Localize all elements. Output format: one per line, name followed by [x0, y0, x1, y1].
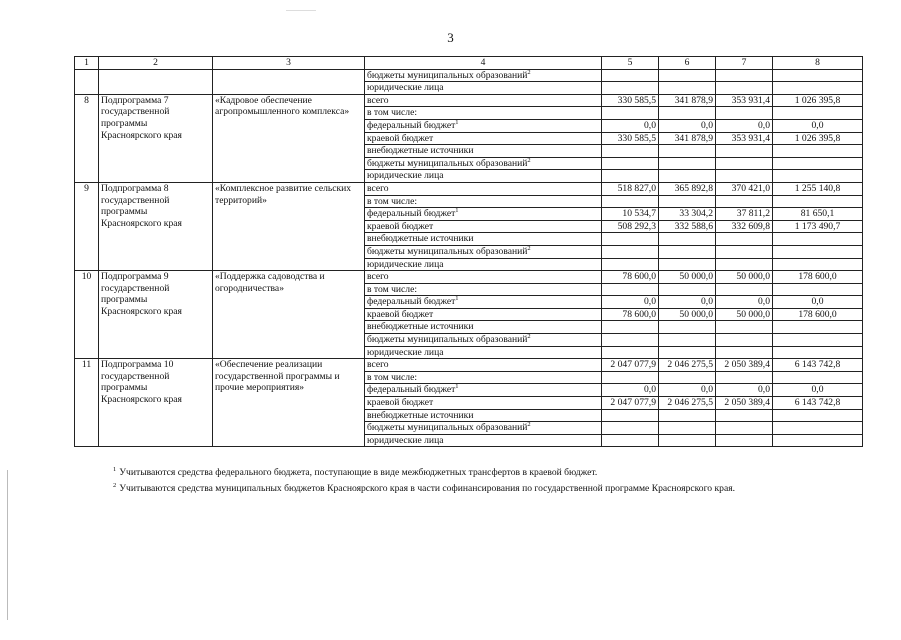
value-v6 [659, 283, 716, 296]
value-v6 [659, 170, 716, 183]
value-v6 [659, 107, 716, 120]
value-v6 [659, 334, 716, 347]
value-v6 [659, 233, 716, 246]
value-v7 [716, 69, 773, 82]
footnote-ref: 1 [455, 295, 459, 303]
row-label-text: краевой бюджет [367, 220, 434, 232]
page-number: 3 [447, 30, 454, 45]
value-total: 6 143 742,8 [773, 397, 863, 410]
table-body [75, 69, 863, 447]
value-total [773, 409, 863, 422]
value-total [773, 145, 863, 158]
lead-cell-title [213, 69, 365, 94]
value-v7 [716, 334, 773, 347]
value-v5 [602, 409, 659, 422]
footnote-ref: 2 [527, 333, 531, 341]
footnote-line [113, 479, 735, 495]
value-v6 [659, 422, 716, 435]
footnote-mark: 2 [113, 482, 117, 489]
group-number: 10 [75, 271, 99, 359]
value-v7 [716, 422, 773, 435]
footnote-text: Учитываются средства муниципальных бюджетов Красноярского края в части софинансирования по государственной программе Красноярского края. [119, 483, 736, 494]
lead-cell-name [99, 69, 213, 94]
value-v6: 332 588,6 [659, 220, 716, 233]
value-v5 [602, 334, 659, 347]
row-label-text: федеральный бюджет [367, 119, 456, 131]
value-total: 1 026 395,8 [773, 132, 863, 145]
value-v6: 2 046 275,5 [659, 359, 716, 372]
row-label-text: юридические лица [367, 82, 444, 94]
row-label-text: юридические лица [367, 170, 444, 182]
value-v7: 0,0 [716, 384, 773, 397]
scan-artifact [286, 10, 316, 11]
value-v7: 0,0 [716, 119, 773, 132]
value-v5 [602, 157, 659, 170]
row-label-text: внебюджетные источники [367, 409, 474, 421]
row-label-text: всего [367, 182, 389, 194]
row-label [365, 195, 602, 208]
value-total: 0,0 [773, 119, 863, 132]
value-v5: 78 600,0 [602, 271, 659, 284]
value-total: 81 650,1 [773, 208, 863, 221]
row-label [365, 245, 602, 258]
value-v7 [716, 233, 773, 246]
value-v5: 10 534,7 [602, 208, 659, 221]
row-label-text: краевой бюджет [367, 308, 434, 320]
row-label-text: юридические лица [367, 258, 444, 270]
row-label-text: юридические лица [367, 346, 444, 358]
value-v6: 0,0 [659, 119, 716, 132]
scan-edge-line [7, 470, 8, 620]
value-total [773, 245, 863, 258]
value-total [773, 82, 863, 95]
row-label-text: внебюджетные источники [367, 145, 474, 157]
value-v6 [659, 145, 716, 158]
group-subprogram-title: «Обеспечение реализации государственной программы и прочие мероприятия» [213, 359, 365, 447]
value-total [773, 321, 863, 334]
value-total [773, 422, 863, 435]
value-v6 [659, 434, 716, 447]
value-v5 [602, 434, 659, 447]
value-v7 [716, 157, 773, 170]
row-label [365, 321, 602, 334]
group-subprogram-name: Подпрограмма 9 государственной программы Красноярского края [99, 271, 213, 359]
group-subprogram-title: «Кадровое обеспечение агропромышленного комплекса» [213, 94, 365, 182]
table-row [75, 182, 863, 195]
row-label-text: в том числе: [367, 195, 418, 207]
value-total [773, 69, 863, 82]
group-subprogram-name: Подпрограмма 8 государственной программы Красноярского края [99, 182, 213, 270]
value-v5: 2 047 077,9 [602, 359, 659, 372]
row-label-text: бюджеты муниципальных образований [367, 157, 528, 169]
row-label-text: всего [367, 271, 389, 283]
value-v5 [602, 233, 659, 246]
row-label-text: внебюджетные источники [367, 233, 474, 245]
row-label [365, 334, 602, 347]
row-label-text: федеральный бюджет [367, 384, 456, 396]
value-v5: 518 827,0 [602, 182, 659, 195]
value-v5 [602, 258, 659, 271]
value-v6: 0,0 [659, 296, 716, 309]
group-number: 9 [75, 182, 99, 270]
value-v7 [716, 82, 773, 95]
value-total [773, 283, 863, 296]
value-v6 [659, 258, 716, 271]
value-v7: 37 811,2 [716, 208, 773, 221]
row-label [365, 434, 602, 447]
table-row [75, 69, 863, 82]
value-v7 [716, 321, 773, 334]
value-total: 0,0 [773, 384, 863, 397]
value-v5 [602, 69, 659, 82]
value-v6: 50 000,0 [659, 271, 716, 284]
value-total: 6 143 742,8 [773, 359, 863, 372]
value-v6 [659, 346, 716, 359]
value-total [773, 434, 863, 447]
row-label-text: всего [367, 94, 389, 106]
value-v7: 50 000,0 [716, 271, 773, 284]
value-total [773, 157, 863, 170]
row-label [365, 271, 602, 284]
value-v7 [716, 346, 773, 359]
value-v7: 332 609,8 [716, 220, 773, 233]
value-v6: 341 878,9 [659, 132, 716, 145]
budget-table [74, 56, 863, 447]
table-row [75, 359, 863, 372]
row-label [365, 182, 602, 195]
value-v5 [602, 346, 659, 359]
value-v7: 353 931,4 [716, 132, 773, 145]
value-v5: 78 600,0 [602, 308, 659, 321]
col-header-3: 3 [213, 57, 365, 70]
row-label-text: юридические лица [367, 434, 444, 446]
row-label [365, 397, 602, 410]
row-label [365, 233, 602, 246]
value-total: 178 600,0 [773, 308, 863, 321]
row-label-text: всего [367, 359, 389, 371]
group-subprogram-title: «Поддержка садоводства и огородничества» [213, 271, 365, 359]
value-total [773, 258, 863, 271]
row-label [365, 132, 602, 145]
lead-cell-num [75, 69, 99, 94]
row-label-text: внебюджетные источники [367, 321, 474, 333]
value-v5: 0,0 [602, 296, 659, 309]
footnote-ref: 1 [455, 207, 459, 215]
value-v5: 330 585,5 [602, 132, 659, 145]
value-v5 [602, 283, 659, 296]
row-label [365, 82, 602, 95]
header-row [75, 57, 863, 70]
row-label-text: бюджеты муниципальных образований [367, 334, 528, 346]
row-label-text: бюджеты муниципальных образований [367, 422, 528, 434]
value-v5 [602, 170, 659, 183]
row-label [365, 296, 602, 309]
value-v5: 2 047 077,9 [602, 397, 659, 410]
row-label [365, 359, 602, 372]
row-label [365, 94, 602, 107]
footnote-ref: 2 [527, 69, 531, 76]
value-v5 [602, 422, 659, 435]
value-v5 [602, 145, 659, 158]
row-label-text: федеральный бюджет [367, 296, 456, 308]
value-v7: 2 050 389,4 [716, 359, 773, 372]
value-v6: 2 046 275,5 [659, 397, 716, 410]
row-label [365, 69, 602, 82]
row-label [365, 384, 602, 397]
row-label [365, 371, 602, 384]
row-label [365, 170, 602, 183]
group-subprogram-title: «Комплексное развитие сельских территорий» [213, 182, 365, 270]
value-v7 [716, 245, 773, 258]
group-subprogram-name: Подпрограмма 7 государственной программы Красноярского края [99, 94, 213, 182]
footnote-ref: 2 [527, 245, 531, 252]
value-v7 [716, 258, 773, 271]
value-v6 [659, 321, 716, 334]
col-header-4: 4 [365, 57, 602, 70]
group-subprogram-name: Подпрограмма 10 государственной программы Красноярского края [99, 359, 213, 447]
col-header-2: 2 [99, 57, 213, 70]
value-v5 [602, 321, 659, 334]
row-label [365, 208, 602, 221]
value-total: 0,0 [773, 296, 863, 309]
value-v7 [716, 145, 773, 158]
value-v7: 353 931,4 [716, 94, 773, 107]
value-v6: 365 892,8 [659, 182, 716, 195]
value-v7: 0,0 [716, 296, 773, 309]
value-v6 [659, 409, 716, 422]
value-v5 [602, 371, 659, 384]
value-v5 [602, 245, 659, 258]
row-label-text: федеральный бюджет [367, 208, 456, 220]
row-label-text: в том числе: [367, 283, 418, 295]
row-label [365, 422, 602, 435]
value-total: 1 173 490,7 [773, 220, 863, 233]
value-v7 [716, 170, 773, 183]
value-v7 [716, 107, 773, 120]
value-v5 [602, 195, 659, 208]
value-v5: 508 292,3 [602, 220, 659, 233]
value-total [773, 346, 863, 359]
value-v5: 0,0 [602, 119, 659, 132]
footnote-text: Учитываются средства федерального бюджета, поступающие в виде межбюджетных трансфертов в краевой бюджет. [119, 467, 598, 478]
value-total: 1 255 140,8 [773, 182, 863, 195]
value-total [773, 334, 863, 347]
row-label [365, 157, 602, 170]
row-label [365, 283, 602, 296]
footnotes [113, 463, 735, 495]
value-total: 178 600,0 [773, 271, 863, 284]
value-v7: 370 421,0 [716, 182, 773, 195]
row-label-text: в том числе: [367, 371, 418, 383]
row-label-text: бюджеты муниципальных образований [367, 69, 528, 81]
table-row [75, 271, 863, 284]
value-v5: 330 585,5 [602, 94, 659, 107]
footnote-mark: 1 [113, 466, 117, 473]
value-v6: 33 304,2 [659, 208, 716, 221]
value-v6: 0,0 [659, 384, 716, 397]
row-label [365, 308, 602, 321]
value-v6 [659, 245, 716, 258]
value-v6: 50 000,0 [659, 308, 716, 321]
col-header-8: 8 [773, 57, 863, 70]
value-v7 [716, 283, 773, 296]
col-header-6: 6 [659, 57, 716, 70]
footnote-ref: 2 [527, 421, 531, 429]
value-v7: 2 050 389,4 [716, 397, 773, 410]
value-v6 [659, 371, 716, 384]
row-label [365, 409, 602, 422]
col-header-7: 7 [716, 57, 773, 70]
footnote-ref: 2 [527, 157, 531, 164]
value-v7 [716, 371, 773, 384]
row-label [365, 258, 602, 271]
value-total [773, 170, 863, 183]
value-v7 [716, 195, 773, 208]
value-v5: 0,0 [602, 384, 659, 397]
group-number: 11 [75, 359, 99, 447]
row-label [365, 145, 602, 158]
row-label-text: краевой бюджет [367, 397, 434, 409]
value-v6 [659, 82, 716, 95]
row-label-text: бюджеты муниципальных образований [367, 245, 528, 257]
value-total [773, 195, 863, 208]
col-header-5: 5 [602, 57, 659, 70]
value-v6: 341 878,9 [659, 94, 716, 107]
row-label [365, 220, 602, 233]
row-label-text: краевой бюджет [367, 132, 434, 144]
group-number: 8 [75, 94, 99, 182]
value-v5 [602, 82, 659, 95]
value-v7 [716, 409, 773, 422]
value-v7: 50 000,0 [716, 308, 773, 321]
value-v7 [716, 434, 773, 447]
value-v6 [659, 157, 716, 170]
footnote-line [113, 463, 735, 479]
row-label [365, 119, 602, 132]
row-label [365, 346, 602, 359]
value-total [773, 107, 863, 120]
footnote-ref: 1 [455, 119, 459, 126]
value-v5 [602, 107, 659, 120]
value-total: 1 026 395,8 [773, 94, 863, 107]
value-total [773, 233, 863, 246]
value-v6 [659, 69, 716, 82]
footnote-ref: 1 [455, 383, 459, 391]
row-label [365, 107, 602, 120]
col-header-1: 1 [75, 57, 99, 70]
table-row [75, 94, 863, 107]
value-total [773, 371, 863, 384]
row-label-text: в том числе: [367, 107, 418, 119]
value-v6 [659, 195, 716, 208]
